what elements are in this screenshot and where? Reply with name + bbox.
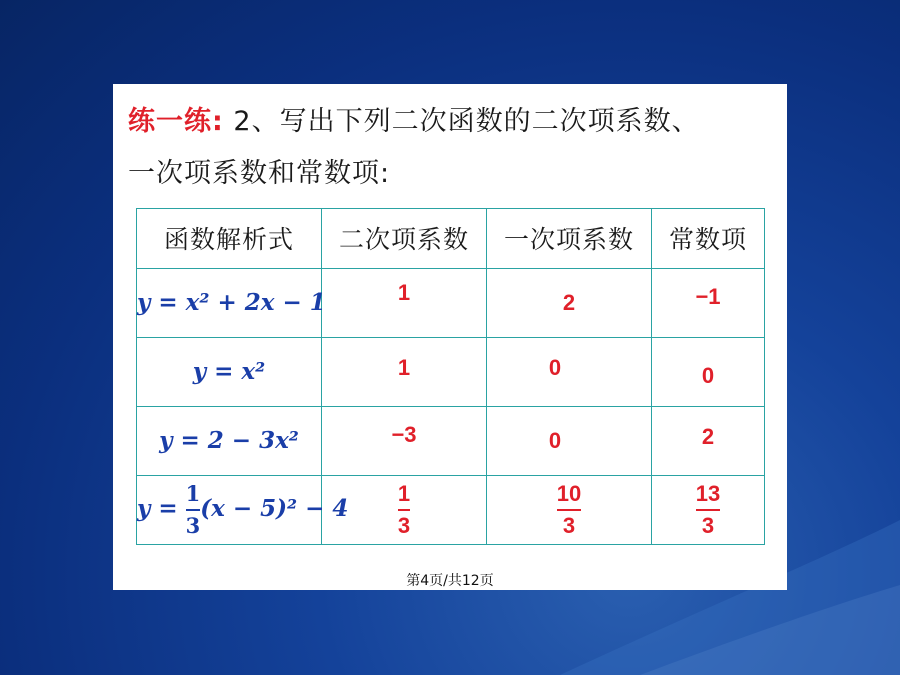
- constant-cell: [652, 337, 765, 406]
- quadratic-coef: [398, 481, 410, 539]
- header-quadratic-coef: 二次项系数: [322, 209, 487, 269]
- header-linear-coef: 一次项系数: [487, 209, 652, 269]
- fraction-numerator: 13: [695, 480, 721, 506]
- function-formula: y = x² + 2x − 1: [137, 289, 326, 317]
- linear-coef: [557, 481, 581, 539]
- table-row: [137, 268, 765, 337]
- fraction-numerator: 1: [397, 480, 411, 506]
- page-indicator: 第4页/共12页: [406, 573, 494, 589]
- quadratic-coef: −3: [391, 421, 417, 447]
- exercise-prompt: [128, 96, 778, 200]
- function-formula: y = x²: [192, 358, 266, 386]
- quadratic-coef-cell: [322, 406, 487, 475]
- table-row: [137, 337, 765, 406]
- fraction-numerator: 1: [185, 480, 201, 506]
- header-row: [137, 209, 765, 269]
- constant: [696, 481, 720, 539]
- coefficient-table: [136, 208, 765, 545]
- header-function: 函数解析式: [137, 209, 322, 269]
- fraction-denominator: 3: [185, 512, 201, 538]
- exercise-label: 练一练:: [128, 106, 224, 137]
- fraction-numerator: 10: [556, 480, 582, 506]
- prompt-line-2: 一次项系数和常数项:: [128, 158, 391, 189]
- table-row: [137, 475, 765, 544]
- prompt-line-1: 2、写出下列二次函数的二次项系数、: [233, 106, 700, 137]
- quadratic-coef: 1: [397, 354, 411, 380]
- fraction-denominator: 3: [397, 512, 411, 538]
- linear-coef: 0: [548, 354, 562, 380]
- linear-coef-cell: [487, 406, 652, 475]
- linear-coef-cell: [487, 268, 652, 337]
- quadratic-coef-cell: [322, 337, 487, 406]
- function-formula: y = 2 − 3x²: [159, 427, 299, 455]
- slide-card: [113, 84, 787, 590]
- table-row: [137, 406, 765, 475]
- fraction: [186, 481, 201, 539]
- constant-cell: [652, 475, 765, 544]
- function-cell: [137, 406, 322, 475]
- function-cell: [137, 268, 326, 337]
- fraction-denominator: 3: [701, 512, 715, 538]
- constant: −1: [695, 283, 721, 309]
- function-cell: [137, 337, 322, 406]
- fraction-denominator: 3: [562, 512, 576, 538]
- quadratic-coef-cell: [322, 268, 487, 337]
- linear-coef-cell: [487, 337, 652, 406]
- constant: 2: [701, 423, 715, 449]
- function-cell: [137, 475, 349, 544]
- function-formula: y = $\frac{1}{3}$ (x − 5)² − 4: [137, 480, 349, 538]
- constant: 0: [701, 362, 715, 388]
- linear-coef: 2: [562, 289, 576, 315]
- function-rest: (x − 5)² − 4: [200, 494, 349, 522]
- quadratic-coef: 1: [397, 279, 411, 305]
- linear-coef-cell: [487, 475, 652, 544]
- constant-cell: [652, 406, 765, 475]
- header-constant: 常数项: [652, 209, 765, 269]
- linear-coef: 0: [548, 427, 562, 453]
- constant-cell: [652, 268, 765, 337]
